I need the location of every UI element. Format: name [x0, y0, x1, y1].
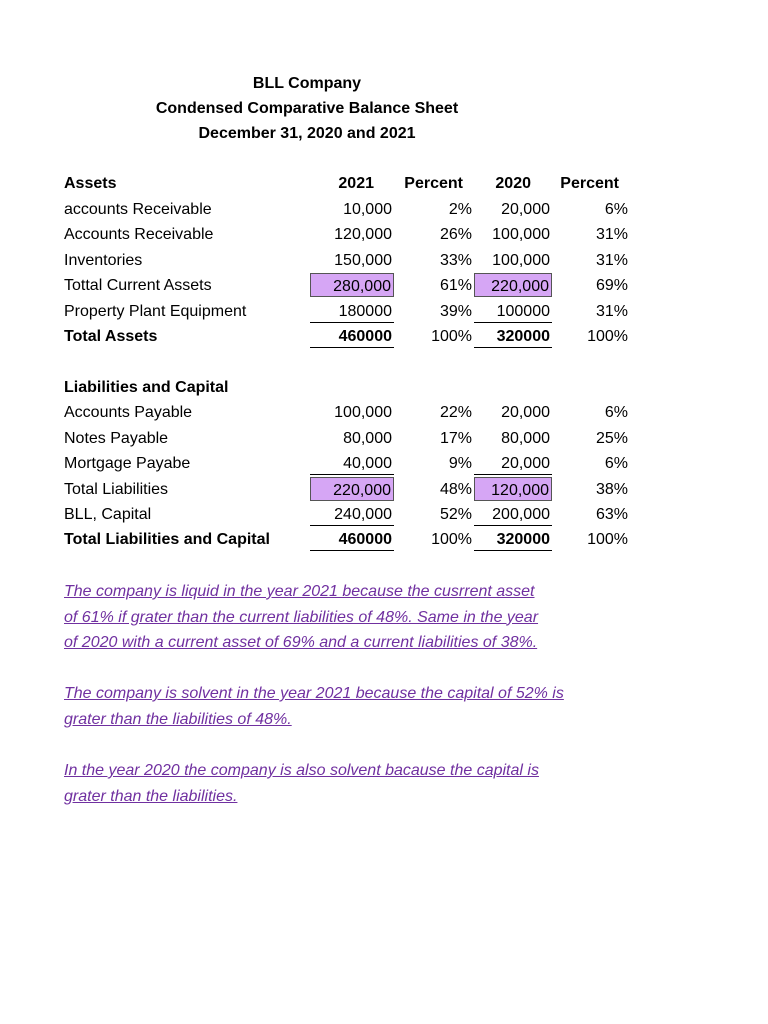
value-2020: 200,000 — [474, 502, 552, 526]
report-header — [0, 71, 614, 146]
percent-2021: 26% — [439, 226, 472, 243]
percent-2020: 31% — [595, 226, 628, 243]
row-label: Total Liabilities — [64, 481, 169, 498]
row-label: Accounts Payable — [64, 404, 193, 421]
row-label: Tottal Current Assets — [64, 277, 212, 294]
value-2020: 20,000 — [474, 451, 552, 475]
percent-2021: 52% — [439, 506, 472, 523]
value-2020-highlighted: 220,000 — [474, 273, 552, 297]
percent-2021: 48% — [439, 481, 472, 498]
percent-2020: 100% — [587, 531, 628, 548]
report-date: December 31, 2020 and 2021 — [198, 125, 416, 142]
column-2020: 2020 — [495, 175, 531, 192]
assets-heading: Assets — [64, 175, 117, 192]
row-label: BLL, Capital — [64, 506, 152, 523]
percent-2020: 38% — [595, 481, 628, 498]
liabilities-heading-row — [0, 375, 768, 401]
column-header-row — [0, 171, 768, 197]
percent-2021: 39% — [439, 303, 472, 320]
total-row — [0, 324, 768, 350]
percent-2021: 100% — [431, 328, 472, 345]
row-label: Accounts Receivable — [64, 226, 214, 243]
row-label: Mortgage Payabe — [64, 455, 191, 472]
percent-2021: 100% — [431, 531, 472, 548]
value-2020: 100000 — [474, 299, 552, 323]
note-line: The company is liquid in the year 2021 because the cusrrent asset — [64, 583, 535, 600]
value-2020: 80,000 — [501, 430, 550, 447]
percent-2021: 22% — [439, 404, 472, 421]
total-row — [0, 527, 768, 553]
value-2021: 460000 — [310, 324, 394, 348]
percent-2020: 69% — [595, 277, 628, 294]
percent-2021: 17% — [439, 430, 472, 447]
column-percent-2020: Percent — [560, 175, 619, 192]
table-row — [0, 222, 768, 248]
value-2020: 100,000 — [492, 226, 550, 243]
note-line: The company is solvent in the year 2021 because the capital of 52% is — [64, 685, 564, 702]
percent-2021: 2% — [448, 201, 472, 218]
percent-2020: 100% — [587, 328, 628, 345]
liabilities-heading: Liabilities and Capital — [64, 379, 229, 396]
value-2020: 20,000 — [501, 404, 550, 421]
percent-2021: 9% — [448, 455, 472, 472]
percent-2020: 31% — [595, 252, 628, 269]
column-2021: 2021 — [338, 175, 374, 192]
value-2020: 320000 — [474, 527, 552, 551]
value-2020-highlighted: 120,000 — [474, 477, 552, 501]
row-label: Notes Payable — [64, 430, 169, 447]
percent-2021: 61% — [439, 277, 472, 294]
percent-2020: 25% — [595, 430, 628, 447]
row-label: Inventories — [64, 252, 143, 269]
row-label: Total Assets — [64, 328, 158, 345]
note-line: of 61% if grater than the current liabilities of 48%. Same in the year — [64, 608, 539, 626]
value-2021-highlighted: 220,000 — [310, 477, 394, 501]
percent-2020: 31% — [595, 303, 628, 320]
table-row — [0, 477, 768, 503]
value-2021: 460000 — [310, 527, 394, 551]
row-label: Total Liabilities and Capital — [64, 531, 270, 548]
liquidity-note — [64, 579, 664, 656]
solvency-note-2020 — [64, 758, 664, 809]
percent-2020: 6% — [604, 201, 628, 218]
table-row — [0, 451, 768, 477]
percent-2020: 6% — [604, 455, 628, 472]
solvency-note-2021 — [64, 681, 664, 732]
value-2021: 80,000 — [343, 430, 392, 447]
table-row — [0, 400, 768, 426]
value-2021: 100,000 — [334, 404, 392, 421]
row-label: accounts Receivable — [64, 201, 212, 218]
company-name: BLL Company — [252, 75, 362, 92]
value-2021: 180000 — [310, 299, 394, 323]
row-label: Property Plant Equipment — [64, 303, 247, 320]
value-2021: 150,000 — [334, 252, 392, 269]
value-2021: 10,000 — [343, 201, 392, 218]
table-row — [0, 502, 768, 528]
value-2021: 40,000 — [310, 451, 394, 475]
note-line: of 2020 with a current asset of 69% and a current liabilities of 38%. — [64, 634, 538, 651]
table-row — [0, 273, 768, 299]
note-line: grater than the liabilities. — [64, 787, 238, 805]
table-row — [0, 248, 768, 274]
value-2021: 240,000 — [310, 502, 394, 526]
value-2020: 20,000 — [501, 201, 550, 218]
percent-2020: 63% — [595, 506, 628, 523]
percent-2020: 6% — [604, 404, 628, 421]
table-row — [0, 426, 768, 452]
column-percent-2021: Percent — [404, 175, 463, 192]
value-2020: 100,000 — [492, 252, 550, 269]
note-line: grater than the liabilities of 48%. — [64, 710, 292, 728]
value-2020: 320000 — [474, 324, 552, 348]
table-row — [0, 299, 768, 325]
value-2021: 120,000 — [334, 226, 392, 243]
percent-2021: 33% — [439, 252, 472, 269]
table-row — [0, 197, 768, 223]
note-line: In the year 2020 the company is also solvent bacause the capital is — [64, 762, 539, 779]
report-title: Condensed Comparative Balance Sheet — [155, 100, 459, 117]
value-2021-highlighted: 280,000 — [310, 273, 394, 297]
